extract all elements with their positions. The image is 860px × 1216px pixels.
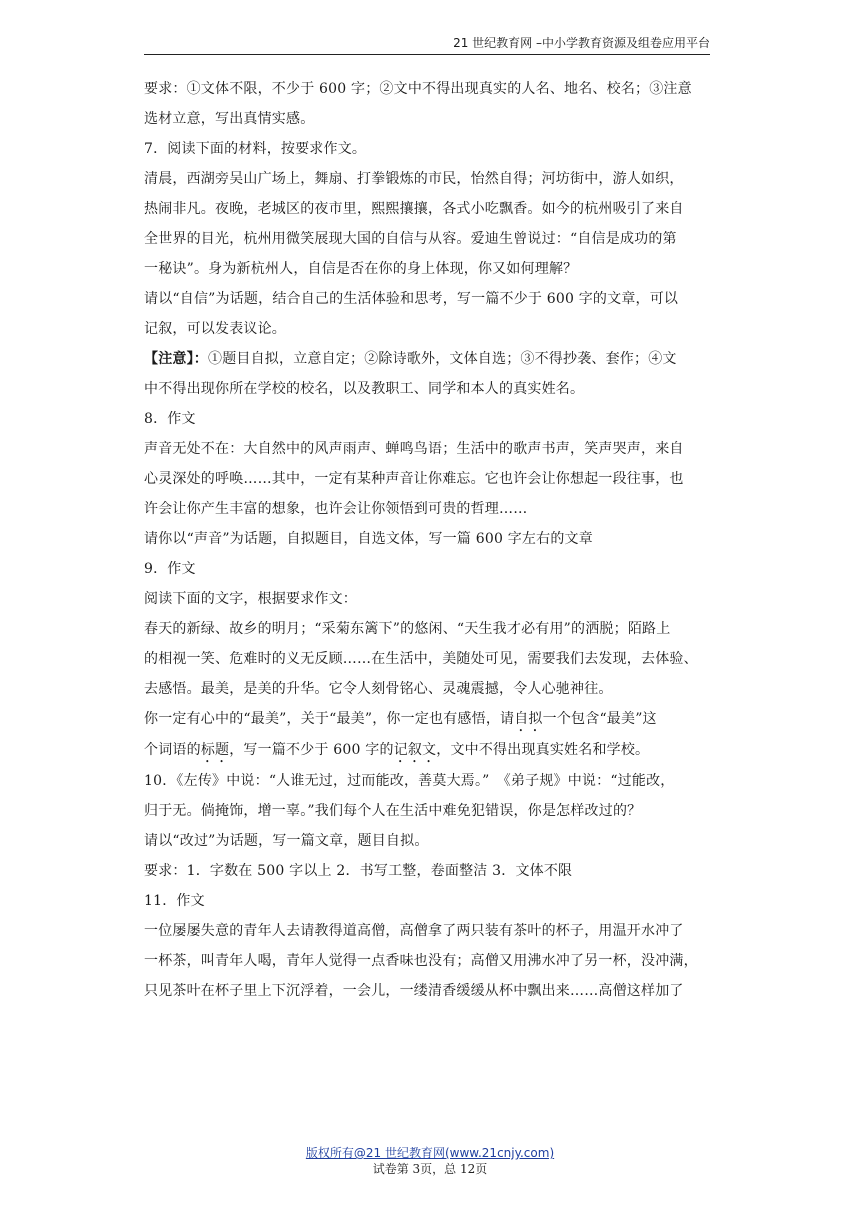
text-segment: ，文中不得出现真实姓名和学校。 (436, 742, 650, 758)
text-line: 请你以“声音”为话题，自拟题目，自选文体，写一篇 600 字左右的文章 (144, 531, 593, 547)
question-10-title: 10．《左传》中说：“人谁无过，过而能改，善莫大焉。” 《弟子规》中说：“过能改， (144, 773, 675, 789)
page-number: 试卷第 3页，总 12页 (372, 1162, 488, 1176)
text-line: 一杯茶，叫青年人喝，青年人觉得一点香味也没有；高僧又用沸水冲了另一杯，没冲满， (144, 953, 698, 969)
text-line (144, 735, 724, 766)
document-body (144, 74, 724, 1006)
text-segment: 个词语的 (144, 742, 201, 758)
question-11-title: 11．作文 (144, 893, 205, 909)
question-7-title: 7．阅读下面的材料，按要求作文。 (144, 141, 367, 157)
text-line: 只见茶叶在杯子里上下沉浮着，一会儿，一缕清香缓缓从杯中飘出来……高僧这样加了 (144, 983, 684, 999)
emphasis-zini: 自拟 (514, 711, 543, 727)
text-line: 记叙，可以发表议论。 (144, 321, 286, 337)
text-line: 阅读下面的文字，根据要求作文： (144, 591, 357, 607)
text-segment: 你一定有心中的“最美”，关于“最美”，你一定也有感悟，请 (144, 711, 515, 727)
question-8-title: 8．作文 (144, 411, 196, 427)
text-line: 选材立意，写出真情实感。 (144, 111, 315, 127)
text-line: 一秘诀”。身为新杭州人，自信是否在你的身上体现，你又如何理解？ (144, 261, 578, 277)
note-label: 【注意】： (144, 351, 208, 367)
note-line (144, 344, 724, 374)
copyright-link[interactable]: 版权所有@21 世纪教育网(www.21cnjy.com) (305, 1146, 555, 1160)
text-line: 许会让你产生丰富的想象，也许会让你领悟到可贵的哲理…… (144, 501, 528, 517)
text-line: 清晨，西湖旁吴山广场上，舞扇、打拳锻炼的市民，怡然自得；河坊街中，游人如织， (144, 171, 684, 187)
text-line (144, 704, 724, 735)
text-line: 全世界的目光，杭州用微笑展现大国的自信与从容。爱迪生曾说过：“自信是成功的第 (144, 231, 677, 247)
text-line: 的相视一笑、危难时的义无反顾……在生活中，美随处可见，需要我们去发现，去体验、 (144, 651, 698, 667)
text-line: 春天的新绿、故乡的明月；“采菊东篱下”的悠闲、“天生我才必有用”的洒脱；陌路上 (144, 621, 671, 637)
text-line: 热闹非凡。夜晚，老城区的夜市里，熙熙攘攘，各式小吃飘香。如今的杭州吸引了来自 (144, 201, 684, 217)
page-header (144, 36, 710, 55)
text-line: 去感悟。最美，是美的升华。它令人刻骨铭心、灵魂震撼，令人心驰神往。 (144, 681, 613, 697)
text-line: 请以“自信”为话题，结合自己的生活体验和思考，写一篇不少于 600 字的文章，可以 (144, 291, 679, 307)
page-footer (0, 1145, 860, 1177)
text-line: 要求：①文体不限，不少于 600 字；②文中不得出现真实的人名、地名、校名；③注意 (144, 81, 692, 97)
note-text: ①题目自拟，立意自定；②除诗歌外，文体自选；③不得抄袭、套作；④文 (208, 351, 677, 367)
text-line: 中不得出现你所在学校的校名，以及教职工、同学和本人的真实姓名。 (144, 381, 585, 397)
emphasis-jixuwen: 记叙文 (393, 742, 437, 758)
text-line: 请以“改过”为话题，写一篇文章，题目自拟。 (144, 833, 429, 849)
text-line: 归于无。倘掩饰，增一辜。”我们每个人在生活中难免犯错误，你是怎样改过的？ (144, 803, 642, 819)
text-segment: ，写一篇不少于 600 字的 (229, 742, 394, 758)
text-segment: 一个包含“最美”这 (542, 711, 657, 727)
emphasis-biaoti: 标题 (200, 742, 230, 758)
header-title: 21 世纪教育网 –中小学教育资源及组卷应用平台 (453, 36, 710, 50)
text-line: 心灵深处的呼唤……其中，一定有某种声音让你难忘。它也许会让你想起一段往事，也 (144, 471, 684, 487)
question-9-title: 9．作文 (144, 561, 196, 577)
text-line: 声音无处不在：大自然中的风声雨声、蝉鸣鸟语；生活中的歌声书声，笑声哭声，来自 (144, 441, 684, 457)
text-line: 一位屡屡失意的青年人去请教得道高僧，高僧拿了两只装有茶叶的杯子，用温开水冲了 (144, 923, 684, 939)
text-line: 要求：1．字数在 500 字以上 2．书写工整，卷面整洁 3．文体不限 (144, 863, 573, 879)
